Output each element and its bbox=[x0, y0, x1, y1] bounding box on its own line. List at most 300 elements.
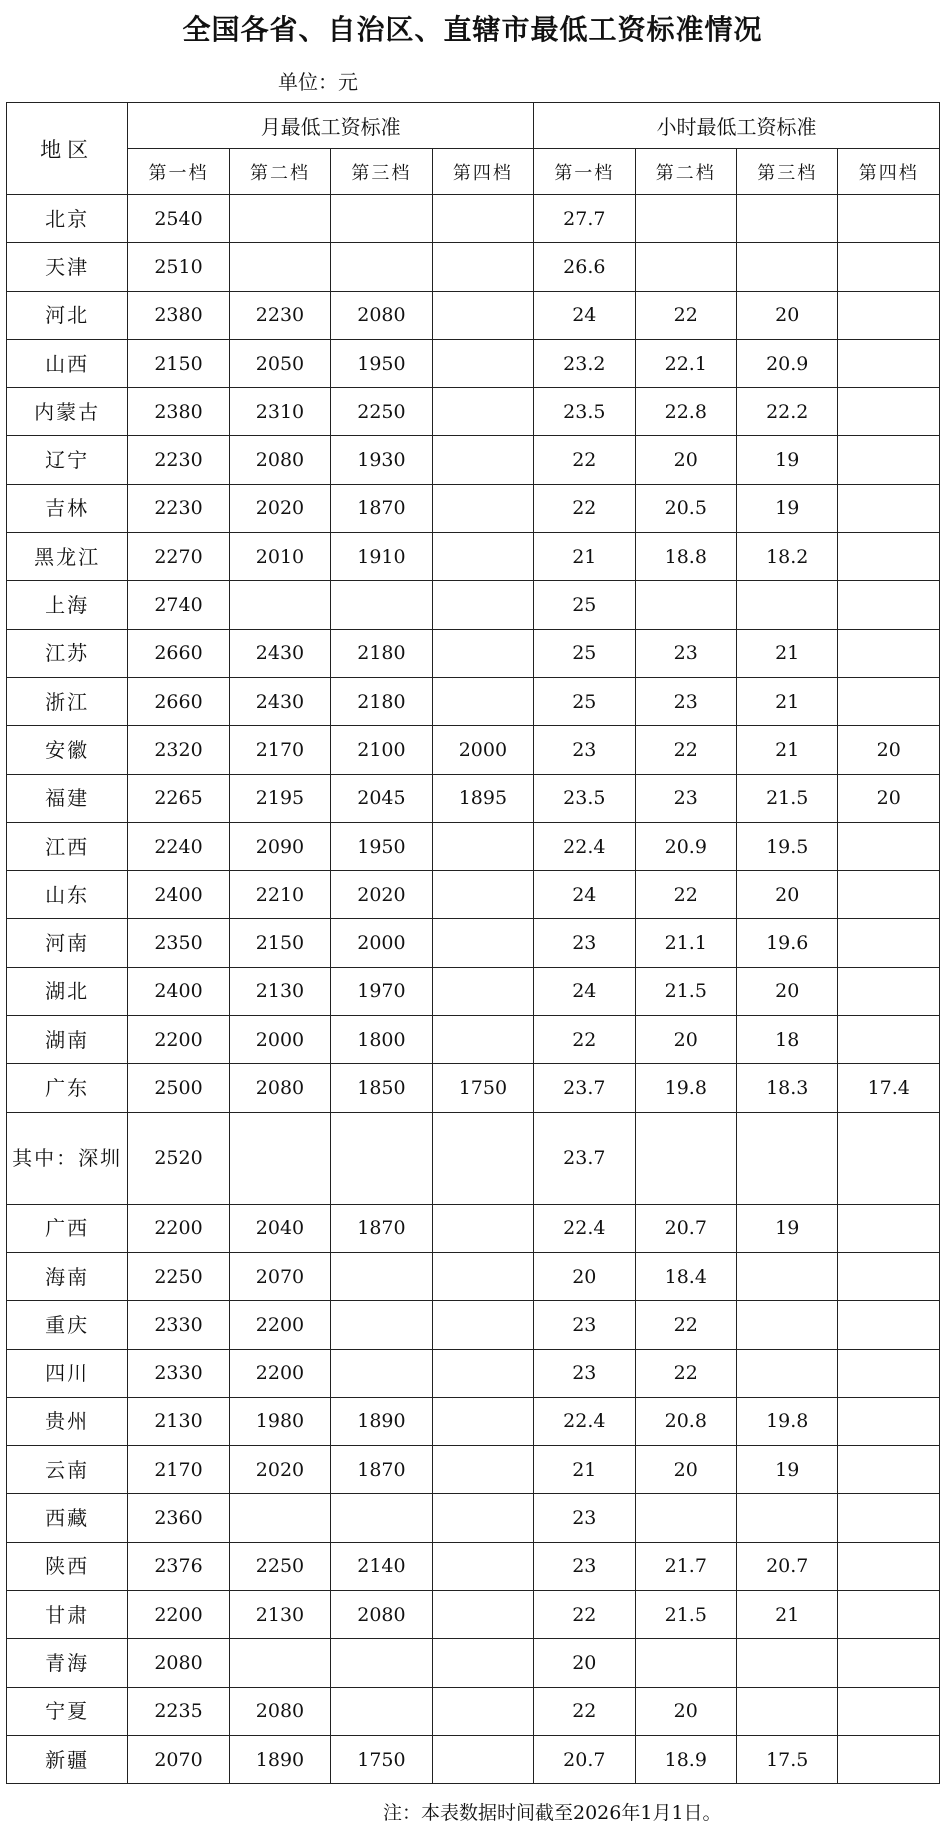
hourly-tier-4-cell bbox=[838, 1494, 940, 1542]
hourly-tier-3-cell: 19 bbox=[737, 484, 838, 532]
monthly-tier-2-cell: 2020 bbox=[229, 484, 330, 532]
region-cell: 上海 bbox=[7, 581, 128, 629]
region-cell: 宁夏 bbox=[7, 1687, 128, 1735]
monthly-tier-1-cell: 2376 bbox=[128, 1542, 229, 1590]
monthly-tier-3-cell: 1910 bbox=[331, 533, 432, 581]
monthly-tier-4-cell bbox=[432, 533, 533, 581]
hourly-tier-4-cell bbox=[838, 1446, 940, 1494]
monthly-tier-3-cell: 2180 bbox=[331, 677, 432, 725]
hourly-tier-3-cell: 21 bbox=[737, 629, 838, 677]
hourly-tier-4-cell bbox=[838, 1639, 940, 1687]
monthly-tier-3-cell: 2000 bbox=[331, 919, 432, 967]
monthly-tier-3-cell: 1850 bbox=[331, 1064, 432, 1112]
hourly-tier-1-cell: 22.4 bbox=[534, 822, 635, 870]
monthly-tier-2-cell: 2195 bbox=[229, 774, 330, 822]
hourly-tier-4-cell bbox=[838, 291, 940, 339]
footnote: 注：本表数据时间截至2026年1月1日。 bbox=[383, 1802, 722, 1824]
hourly-tier-1-cell: 23.5 bbox=[534, 388, 635, 436]
hourly-tier-2-cell: 19.8 bbox=[635, 1064, 736, 1112]
monthly-tier-4-cell bbox=[432, 871, 533, 919]
monthly-tier-1-cell: 2360 bbox=[128, 1494, 229, 1542]
hourly-tier-4-cell bbox=[838, 195, 940, 243]
table-row bbox=[7, 243, 940, 291]
monthly-tier-3-cell bbox=[331, 1301, 432, 1349]
hourly-tier-1-cell: 25 bbox=[534, 629, 635, 677]
region-cell: 黑龙江 bbox=[7, 533, 128, 581]
hourly-tier-3-cell: 19 bbox=[737, 436, 838, 484]
region-cell: 吉林 bbox=[7, 484, 128, 532]
monthly-tier-2-cell: 2200 bbox=[229, 1349, 330, 1397]
hourly-tier-1-cell: 22.4 bbox=[534, 1204, 635, 1252]
monthly-tier-3-cell: 1930 bbox=[331, 436, 432, 484]
monthly-tier-2-cell: 2430 bbox=[229, 629, 330, 677]
monthly-tier-3-cell bbox=[331, 195, 432, 243]
table-row bbox=[7, 1639, 940, 1687]
hourly-tier-2-cell: 23 bbox=[635, 774, 736, 822]
hourly-tier-3-cell: 17.5 bbox=[737, 1735, 838, 1783]
monthly-tier-1-cell: 2330 bbox=[128, 1301, 229, 1349]
hourly-tier-4-cell: 20 bbox=[838, 774, 940, 822]
hourly-tier-2-cell: 20.7 bbox=[635, 1204, 736, 1252]
hourly-tier-3-cell: 19.8 bbox=[737, 1397, 838, 1445]
hourly-tier-3-cell: 21 bbox=[737, 677, 838, 725]
page-title: 全国各省、自治区、直辖市最低工资标准情况 bbox=[182, 13, 763, 46]
region-cell: 内蒙古 bbox=[7, 388, 128, 436]
monthly-tier-4-cell bbox=[432, 1112, 533, 1204]
monthly-tier-1-cell: 2500 bbox=[128, 1064, 229, 1112]
hourly-tier-4-cell bbox=[838, 243, 940, 291]
monthly-tier-4-cell bbox=[432, 1494, 533, 1542]
table-row bbox=[7, 1397, 940, 1445]
hourly-tier-1-cell: 23 bbox=[534, 1301, 635, 1349]
monthly-tier-3-cell: 2250 bbox=[331, 388, 432, 436]
hourly-tier-2-cell bbox=[635, 1639, 736, 1687]
region-cell: 安徽 bbox=[7, 726, 128, 774]
monthly-tier-4-cell bbox=[432, 581, 533, 629]
region-cell: 江西 bbox=[7, 822, 128, 870]
hourly-tier-3-cell: 21 bbox=[737, 1591, 838, 1639]
monthly-tier-4-cell bbox=[432, 339, 533, 387]
monthly-tier-1-cell: 2660 bbox=[128, 629, 229, 677]
monthly-tier-4-cell bbox=[432, 1204, 533, 1252]
monthly-tier-2-cell: 2170 bbox=[229, 726, 330, 774]
monthly-tier-3-cell: 1800 bbox=[331, 1016, 432, 1064]
region-cell: 新疆 bbox=[7, 1735, 128, 1783]
monthly-tier-1-cell: 2330 bbox=[128, 1349, 229, 1397]
monthly-tier-1-cell: 2380 bbox=[128, 388, 229, 436]
hourly-tier-1-cell: 20 bbox=[534, 1639, 635, 1687]
monthly-tier-4-header: 第四档 bbox=[432, 149, 533, 195]
monthly-tier-3-cell bbox=[331, 1639, 432, 1687]
hourly-tier-4-cell bbox=[838, 1301, 940, 1349]
hourly-tier-3-cell: 19.6 bbox=[737, 919, 838, 967]
monthly-tier-1-cell: 2250 bbox=[128, 1252, 229, 1300]
hourly-tier-2-cell bbox=[635, 243, 736, 291]
region-cell: 山西 bbox=[7, 339, 128, 387]
table-row bbox=[7, 629, 940, 677]
hourly-tier-1-cell: 26.6 bbox=[534, 243, 635, 291]
monthly-tier-2-cell bbox=[229, 581, 330, 629]
monthly-tier-3-cell: 1890 bbox=[331, 1397, 432, 1445]
hourly-tier-3-cell: 18.3 bbox=[737, 1064, 838, 1112]
table-row bbox=[7, 195, 940, 243]
monthly-tier-1-cell: 2510 bbox=[128, 243, 229, 291]
table-row bbox=[7, 1301, 940, 1349]
hourly-tier-4-cell bbox=[838, 629, 940, 677]
monthly-tier-3-cell: 1970 bbox=[331, 967, 432, 1015]
monthly-tier-3-cell bbox=[331, 1252, 432, 1300]
monthly-tier-2-cell: 2130 bbox=[229, 1591, 330, 1639]
hourly-tier-2-cell: 20 bbox=[635, 1016, 736, 1064]
region-cell: 海南 bbox=[7, 1252, 128, 1300]
min-wage-table bbox=[6, 102, 940, 1784]
monthly-tier-1-cell: 2230 bbox=[128, 484, 229, 532]
table-row bbox=[7, 822, 940, 870]
monthly-tier-1-cell: 2200 bbox=[128, 1204, 229, 1252]
monthly-tier-4-cell bbox=[432, 484, 533, 532]
monthly-tier-2-cell: 2070 bbox=[229, 1252, 330, 1300]
hourly-tier-2-cell: 23 bbox=[635, 677, 736, 725]
hourly-tier-4-cell bbox=[838, 677, 940, 725]
monthly-tier-2-cell bbox=[229, 1112, 330, 1204]
hourly-tier-3-cell bbox=[737, 1349, 838, 1397]
monthly-tier-4-cell bbox=[432, 919, 533, 967]
region-cell: 陕西 bbox=[7, 1542, 128, 1590]
monthly-tier-2-header: 第二档 bbox=[229, 149, 330, 195]
hourly-tier-3-cell: 19.5 bbox=[737, 822, 838, 870]
table-row bbox=[7, 726, 940, 774]
monthly-tier-4-cell bbox=[432, 1735, 533, 1783]
table-row bbox=[7, 871, 940, 919]
monthly-tier-3-header: 第三档 bbox=[331, 149, 432, 195]
monthly-tier-3-cell: 2080 bbox=[331, 291, 432, 339]
hourly-tier-1-cell: 21 bbox=[534, 1446, 635, 1494]
monthly-tier-4-cell bbox=[432, 195, 533, 243]
hourly-tier-4-cell bbox=[838, 533, 940, 581]
region-cell: 河南 bbox=[7, 919, 128, 967]
table-row bbox=[7, 919, 940, 967]
hourly-tier-1-cell: 20.7 bbox=[534, 1735, 635, 1783]
table-row bbox=[7, 1687, 940, 1735]
hourly-tier-1-cell: 23 bbox=[534, 1542, 635, 1590]
hourly-tier-1-cell: 23.2 bbox=[534, 339, 635, 387]
table-row bbox=[7, 1494, 940, 1542]
region-cell: 河北 bbox=[7, 291, 128, 339]
monthly-tier-4-cell bbox=[432, 967, 533, 1015]
monthly-tier-2-cell bbox=[229, 195, 330, 243]
monthly-tier-4-cell bbox=[432, 1446, 533, 1494]
hourly-tier-1-cell: 23 bbox=[534, 919, 635, 967]
hourly-tier-2-cell: 21.1 bbox=[635, 919, 736, 967]
monthly-tier-2-cell: 1980 bbox=[229, 1397, 330, 1445]
hourly-tier-3-cell: 22.2 bbox=[737, 388, 838, 436]
hourly-tier-3-cell: 20.9 bbox=[737, 339, 838, 387]
table-row bbox=[7, 1591, 940, 1639]
region-cell: 山东 bbox=[7, 871, 128, 919]
table-row bbox=[7, 339, 940, 387]
monthly-tier-1-cell: 2320 bbox=[128, 726, 229, 774]
hourly-tier-3-cell: 20 bbox=[737, 291, 838, 339]
hourly-tier-2-cell: 23 bbox=[635, 629, 736, 677]
hourly-tier-4-cell bbox=[838, 1591, 940, 1639]
monthly-tier-1-cell: 2200 bbox=[128, 1016, 229, 1064]
table-row bbox=[7, 1349, 940, 1397]
monthly-tier-4-cell bbox=[432, 1687, 533, 1735]
monthly-tier-1-cell: 2200 bbox=[128, 1591, 229, 1639]
monthly-tier-2-cell: 2200 bbox=[229, 1301, 330, 1349]
hourly-tier-4-cell bbox=[838, 388, 940, 436]
region-cell: 江苏 bbox=[7, 629, 128, 677]
hourly-tier-1-cell: 23 bbox=[534, 1349, 635, 1397]
monthly-tier-2-cell: 2010 bbox=[229, 533, 330, 581]
hourly-tier-3-cell: 19 bbox=[737, 1446, 838, 1494]
region-cell: 西藏 bbox=[7, 1494, 128, 1542]
monthly-tier-1-cell: 2660 bbox=[128, 677, 229, 725]
hourly-tier-3-cell: 20 bbox=[737, 967, 838, 1015]
monthly-tier-2-cell: 2020 bbox=[229, 1446, 330, 1494]
region-cell: 四川 bbox=[7, 1349, 128, 1397]
hourly-tier-2-cell bbox=[635, 581, 736, 629]
table-row bbox=[7, 1112, 940, 1204]
monthly-tier-1-cell: 2230 bbox=[128, 436, 229, 484]
hourly-tier-2-cell: 22.8 bbox=[635, 388, 736, 436]
hourly-tier-3-cell bbox=[737, 581, 838, 629]
monthly-tier-1-cell: 2350 bbox=[128, 919, 229, 967]
monthly-tier-1-cell: 2400 bbox=[128, 871, 229, 919]
hourly-tier-1-cell: 24 bbox=[534, 967, 635, 1015]
monthly-tier-1-cell: 2170 bbox=[128, 1446, 229, 1494]
monthly-tier-1-cell: 2270 bbox=[128, 533, 229, 581]
hourly-tier-4-cell: 20 bbox=[838, 726, 940, 774]
hourly-tier-1-cell: 21 bbox=[534, 533, 635, 581]
monthly-tier-4-cell: 1750 bbox=[432, 1064, 533, 1112]
monthly-tier-3-cell bbox=[331, 581, 432, 629]
region-cell: 辽宁 bbox=[7, 436, 128, 484]
hourly-tier-3-cell: 21.5 bbox=[737, 774, 838, 822]
unit-label: 单位：元 bbox=[278, 70, 358, 94]
table-row bbox=[7, 484, 940, 532]
table-row bbox=[7, 1446, 940, 1494]
monthly-tier-4-cell bbox=[432, 1639, 533, 1687]
hourly-tier-4-cell bbox=[838, 1252, 940, 1300]
monthly-tier-2-cell: 2080 bbox=[229, 1064, 330, 1112]
monthly-tier-3-cell bbox=[331, 243, 432, 291]
hourly-tier-4-cell bbox=[838, 436, 940, 484]
monthly-tier-4-cell bbox=[432, 1542, 533, 1590]
hourly-tier-3-cell bbox=[737, 1252, 838, 1300]
table-row bbox=[7, 1252, 940, 1300]
hourly-tier-1-cell: 27.7 bbox=[534, 195, 635, 243]
monthly-tier-3-cell bbox=[331, 1494, 432, 1542]
region-header: 地区 bbox=[7, 103, 128, 195]
region-cell: 浙江 bbox=[7, 677, 128, 725]
monthly-tier-2-cell: 2130 bbox=[229, 967, 330, 1015]
hourly-tier-1-cell: 22 bbox=[534, 436, 635, 484]
monthly-tier-1-cell: 2070 bbox=[128, 1735, 229, 1783]
hourly-tier-1-cell: 24 bbox=[534, 871, 635, 919]
hourly-tier-1-cell: 20 bbox=[534, 1252, 635, 1300]
monthly-tier-4-cell bbox=[432, 436, 533, 484]
table-row bbox=[7, 1204, 940, 1252]
region-cell: 湖南 bbox=[7, 1016, 128, 1064]
monthly-tier-1-cell: 2130 bbox=[128, 1397, 229, 1445]
hourly-tier-3-cell bbox=[737, 1639, 838, 1687]
monthly-tier-3-cell: 1950 bbox=[331, 339, 432, 387]
table-body bbox=[7, 195, 940, 1784]
monthly-tier-1-cell: 2400 bbox=[128, 967, 229, 1015]
hourly-tier-2-cell: 22 bbox=[635, 726, 736, 774]
table-row bbox=[7, 581, 940, 629]
monthly-tier-1-cell: 2265 bbox=[128, 774, 229, 822]
hourly-tier-4-cell bbox=[838, 1204, 940, 1252]
hourly-tier-4-cell bbox=[838, 1112, 940, 1204]
hourly-group-header: 小时最低工资标准 bbox=[534, 103, 940, 149]
hourly-tier-1-header: 第一档 bbox=[534, 149, 635, 195]
hourly-tier-4-cell bbox=[838, 967, 940, 1015]
hourly-tier-3-cell bbox=[737, 1301, 838, 1349]
region-cell: 天津 bbox=[7, 243, 128, 291]
monthly-tier-4-cell bbox=[432, 291, 533, 339]
monthly-tier-3-cell: 2045 bbox=[331, 774, 432, 822]
hourly-tier-2-cell: 20 bbox=[635, 1446, 736, 1494]
hourly-tier-2-header: 第二档 bbox=[635, 149, 736, 195]
table-row bbox=[7, 774, 940, 822]
monthly-tier-2-cell: 2050 bbox=[229, 339, 330, 387]
monthly-tier-3-cell: 1870 bbox=[331, 484, 432, 532]
monthly-tier-1-cell: 2150 bbox=[128, 339, 229, 387]
monthly-tier-1-cell: 2080 bbox=[128, 1639, 229, 1687]
hourly-tier-3-cell bbox=[737, 1112, 838, 1204]
monthly-tier-4-cell bbox=[432, 1301, 533, 1349]
hourly-tier-4-cell bbox=[838, 822, 940, 870]
monthly-tier-2-cell: 2250 bbox=[229, 1542, 330, 1590]
monthly-tier-4-cell bbox=[432, 629, 533, 677]
monthly-tier-3-cell: 2080 bbox=[331, 1591, 432, 1639]
monthly-tier-3-cell: 2100 bbox=[331, 726, 432, 774]
hourly-tier-2-cell bbox=[635, 195, 736, 243]
monthly-tier-4-cell bbox=[432, 1349, 533, 1397]
monthly-tier-2-cell: 2090 bbox=[229, 822, 330, 870]
monthly-tier-4-cell: 2000 bbox=[432, 726, 533, 774]
monthly-tier-1-cell: 2380 bbox=[128, 291, 229, 339]
hourly-tier-1-cell: 22 bbox=[534, 1687, 635, 1735]
hourly-tier-3-cell: 19 bbox=[737, 1204, 838, 1252]
region-cell: 甘肃 bbox=[7, 1591, 128, 1639]
region-cell: 其中：深圳 bbox=[7, 1112, 128, 1204]
hourly-tier-3-cell bbox=[737, 1687, 838, 1735]
monthly-tier-3-cell: 2020 bbox=[331, 871, 432, 919]
hourly-tier-4-cell bbox=[838, 1687, 940, 1735]
monthly-tier-3-cell bbox=[331, 1349, 432, 1397]
region-cell: 云南 bbox=[7, 1446, 128, 1494]
hourly-tier-1-cell: 23 bbox=[534, 726, 635, 774]
monthly-tier-4-cell: 1895 bbox=[432, 774, 533, 822]
hourly-tier-1-cell: 23.7 bbox=[534, 1064, 635, 1112]
monthly-tier-1-header: 第一档 bbox=[128, 149, 229, 195]
monthly-tier-2-cell: 2080 bbox=[229, 1687, 330, 1735]
monthly-tier-2-cell: 1890 bbox=[229, 1735, 330, 1783]
monthly-tier-4-cell bbox=[432, 677, 533, 725]
region-cell: 贵州 bbox=[7, 1397, 128, 1445]
monthly-tier-3-cell: 1870 bbox=[331, 1446, 432, 1494]
monthly-tier-2-cell: 2080 bbox=[229, 436, 330, 484]
table-row bbox=[7, 1735, 940, 1783]
table-row bbox=[7, 967, 940, 1015]
table-row bbox=[7, 436, 940, 484]
table-row bbox=[7, 291, 940, 339]
monthly-tier-2-cell: 2000 bbox=[229, 1016, 330, 1064]
hourly-tier-1-cell: 22 bbox=[534, 1591, 635, 1639]
region-cell: 福建 bbox=[7, 774, 128, 822]
hourly-tier-4-cell bbox=[838, 871, 940, 919]
hourly-tier-2-cell: 18.9 bbox=[635, 1735, 736, 1783]
monthly-tier-2-cell bbox=[229, 243, 330, 291]
table-row bbox=[7, 1016, 940, 1064]
region-cell: 广东 bbox=[7, 1064, 128, 1112]
monthly-group-header: 月最低工资标准 bbox=[128, 103, 534, 149]
region-cell: 青海 bbox=[7, 1639, 128, 1687]
monthly-tier-2-cell bbox=[229, 1494, 330, 1542]
monthly-tier-1-cell: 2540 bbox=[128, 195, 229, 243]
hourly-tier-1-cell: 24 bbox=[534, 291, 635, 339]
hourly-tier-4-cell bbox=[838, 581, 940, 629]
hourly-tier-2-cell: 20 bbox=[635, 436, 736, 484]
hourly-tier-2-cell: 22 bbox=[635, 871, 736, 919]
hourly-tier-2-cell: 22 bbox=[635, 291, 736, 339]
region-cell: 重庆 bbox=[7, 1301, 128, 1349]
hourly-tier-2-cell: 20.8 bbox=[635, 1397, 736, 1445]
hourly-tier-1-cell: 25 bbox=[534, 581, 635, 629]
hourly-tier-2-cell bbox=[635, 1112, 736, 1204]
hourly-tier-1-cell: 25 bbox=[534, 677, 635, 725]
monthly-tier-4-cell bbox=[432, 1397, 533, 1445]
hourly-tier-3-cell bbox=[737, 243, 838, 291]
table-row bbox=[7, 677, 940, 725]
table-row bbox=[7, 533, 940, 581]
hourly-tier-3-cell: 18 bbox=[737, 1016, 838, 1064]
monthly-tier-1-cell: 2235 bbox=[128, 1687, 229, 1735]
hourly-tier-3-cell bbox=[737, 1494, 838, 1542]
monthly-tier-3-cell: 1750 bbox=[331, 1735, 432, 1783]
table-row bbox=[7, 1064, 940, 1112]
monthly-tier-2-cell: 2310 bbox=[229, 388, 330, 436]
hourly-tier-2-cell: 22 bbox=[635, 1301, 736, 1349]
hourly-tier-1-cell: 23.7 bbox=[534, 1112, 635, 1204]
hourly-tier-2-cell: 20.9 bbox=[635, 822, 736, 870]
hourly-tier-2-cell: 18.4 bbox=[635, 1252, 736, 1300]
region-cell: 广西 bbox=[7, 1204, 128, 1252]
hourly-tier-1-cell: 22 bbox=[534, 1016, 635, 1064]
monthly-tier-1-cell: 2520 bbox=[128, 1112, 229, 1204]
table-row bbox=[7, 388, 940, 436]
hourly-tier-1-cell: 22.4 bbox=[534, 1397, 635, 1445]
hourly-tier-2-cell: 21.5 bbox=[635, 967, 736, 1015]
hourly-tier-3-cell: 20.7 bbox=[737, 1542, 838, 1590]
monthly-tier-2-cell: 2150 bbox=[229, 919, 330, 967]
hourly-tier-4-cell bbox=[838, 1542, 940, 1590]
monthly-tier-2-cell bbox=[229, 1639, 330, 1687]
table-row bbox=[7, 1542, 940, 1590]
monthly-tier-4-cell bbox=[432, 822, 533, 870]
hourly-tier-3-cell bbox=[737, 195, 838, 243]
monthly-tier-4-cell bbox=[432, 1591, 533, 1639]
hourly-tier-2-cell: 20.5 bbox=[635, 484, 736, 532]
monthly-tier-1-cell: 2740 bbox=[128, 581, 229, 629]
hourly-tier-4-cell bbox=[838, 1735, 940, 1783]
hourly-tier-4-cell: 17.4 bbox=[838, 1064, 940, 1112]
monthly-tier-3-cell bbox=[331, 1687, 432, 1735]
hourly-tier-4-cell bbox=[838, 1397, 940, 1445]
